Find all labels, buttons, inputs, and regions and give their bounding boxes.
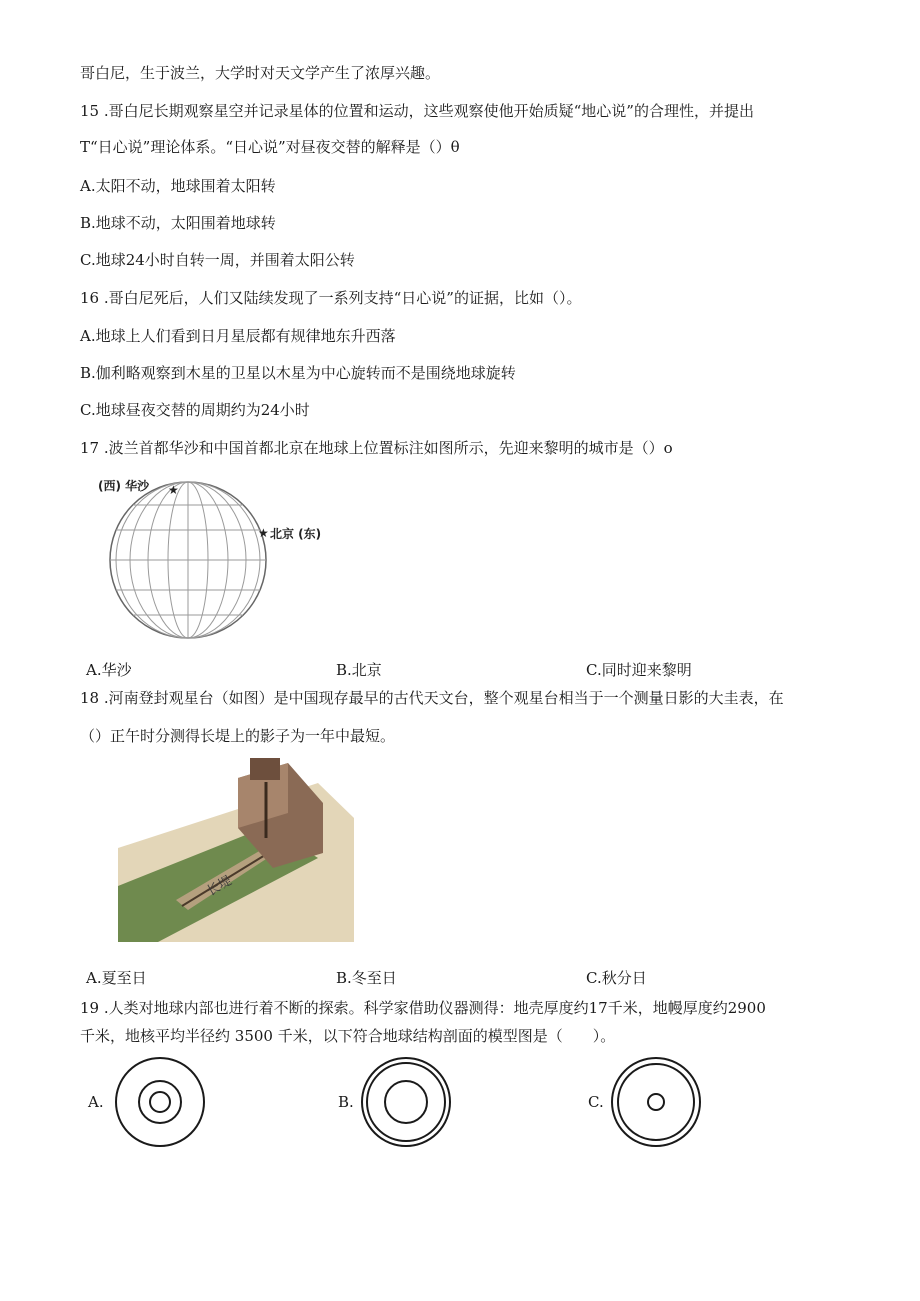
q19-option-a-label[interactable]: A. (88, 1093, 104, 1111)
globe-label-west: (西) 华沙 (98, 479, 150, 493)
observatory-image (118, 758, 354, 942)
q18-stem-line2: （）正午时分测得长堤上的影子为一年中最短。 (80, 727, 396, 745)
beijing-star-icon: ★ (258, 526, 269, 540)
q19-option-c-label[interactable]: C. (588, 1093, 604, 1111)
q17-stem: 17 .波兰首都华沙和中国首都北京在地球上位置标注如图所示，先迎来黎明的城市是（）o (80, 439, 673, 457)
intro-text: 哥白尼，生于波兰，大学时对天文学产生了浓厚兴趣。 (80, 64, 441, 82)
q17-option-c[interactable]: C.同时迎来黎明 (586, 661, 692, 679)
q16-option-a[interactable]: A.地球上人们看到日月星辰都有规律地东升西落 (80, 327, 396, 345)
q16-option-b[interactable]: B.伽利略观察到木星的卫星以木星为中心旋转而不是围绕地球旋转 (80, 364, 516, 382)
q18-option-c[interactable]: C.秋分日 (586, 969, 647, 987)
q18-stem-line1: 18 .河南登封观星台（如图）是中国现存最早的古代天文台，整个观星台相当于一个测量日影的大圭表，在 (80, 689, 784, 707)
earth-model-a[interactable] (112, 1054, 208, 1150)
q15-option-b[interactable]: B.地球不动，太阳围着地球转 (80, 214, 276, 232)
q17-option-a[interactable]: A.华沙 (86, 661, 132, 679)
q15-option-c[interactable]: C.地球24小时自转一周，并围着太阳公转 (80, 251, 355, 269)
globe-label-east: 北京 (东) (270, 527, 322, 541)
q15-stem-line2: T“日心说”理论体系。“日心说”对昼夜交替的解释是（）θ (80, 138, 460, 156)
q16-stem: 16 .哥白尼死后，人们又陆续发现了一系列支持“日心说”的证据，比如（）。 (80, 289, 582, 307)
warsaw-star-icon: ★ (168, 483, 179, 497)
q16-option-c[interactable]: C.地球昼夜交替的周期约为24小时 (80, 401, 310, 419)
q19-stem-line1: 19 .人类对地球内部也进行着不断的探索。科学家借助仪器测得：地壳厚度约17千米，地幔厚度约2900 (80, 999, 766, 1017)
q19-option-b-label[interactable]: B. (338, 1093, 354, 1111)
q19-stem-line2: 千米，地核平均半径约 3500 千米，以下符合地球结构剖面的模型图是（ ）。 (80, 1027, 616, 1045)
globe-figure (88, 472, 348, 652)
q18-option-a[interactable]: A.夏至日 (86, 969, 147, 987)
earth-model-c[interactable] (608, 1054, 704, 1150)
q18-option-b[interactable]: B.冬至日 (336, 969, 397, 987)
q15-stem-line1: 15 .哥白尼长期观察星空并记录星体的位置和运动，这些观察使他开始质疑“地心说”的合理性，并提出 (80, 102, 754, 120)
earth-model-b[interactable] (358, 1054, 454, 1150)
q15-option-a[interactable]: A.太阳不动，地球围着太阳转 (80, 177, 276, 195)
q17-option-b[interactable]: B.北京 (336, 661, 382, 679)
observatory-caption: 长堤 (204, 873, 235, 900)
